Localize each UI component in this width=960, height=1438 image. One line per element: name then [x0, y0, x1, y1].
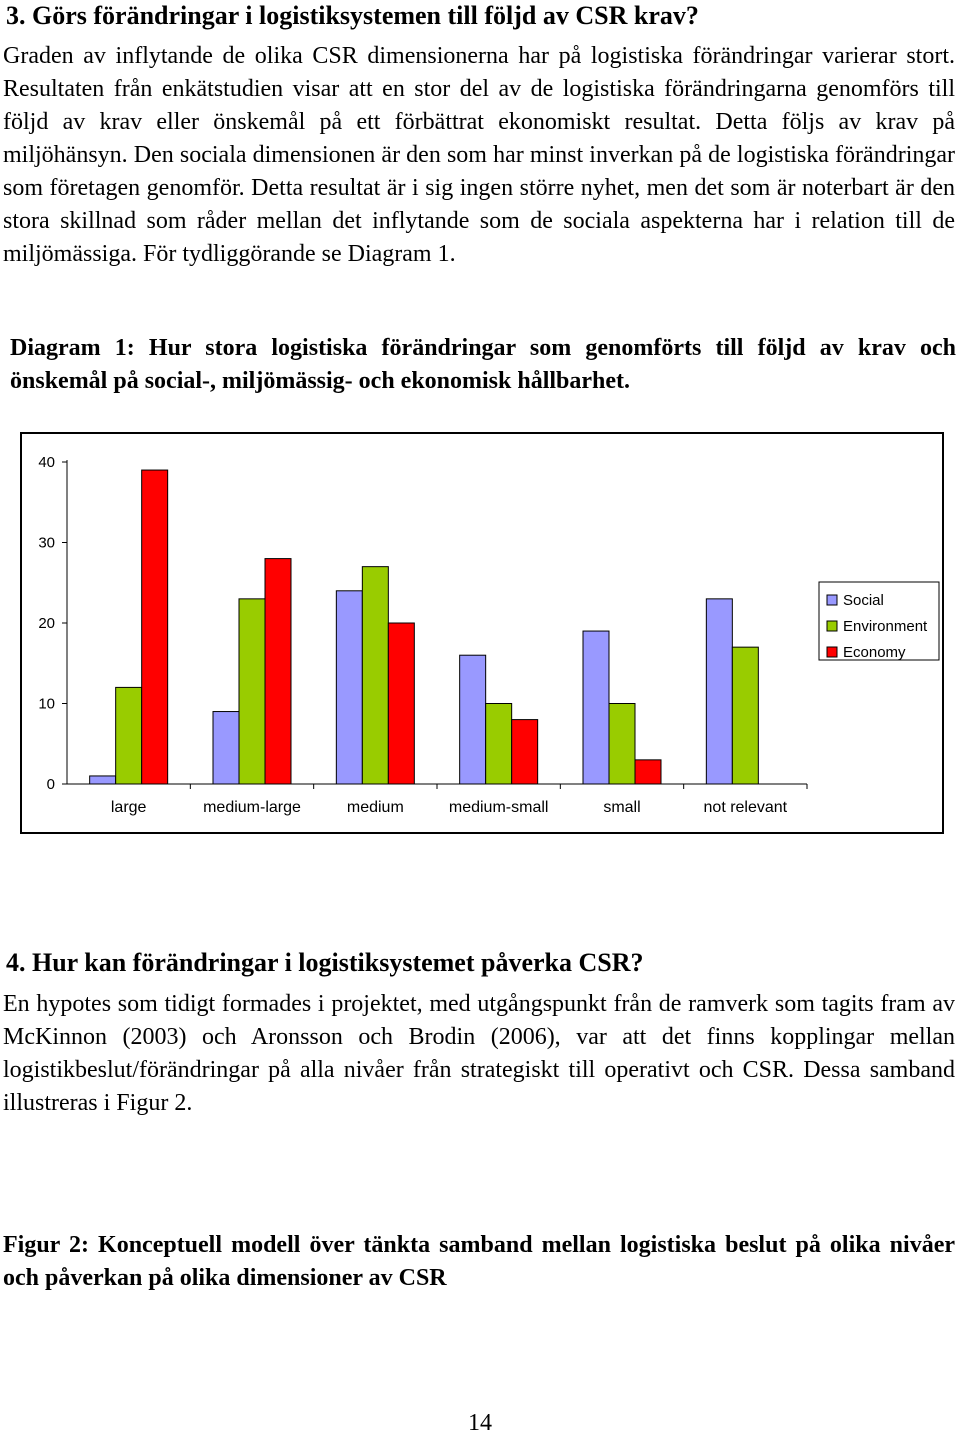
section-3-heading: 3. Görs förändringar i logistiksystemen till följd av CSR krav?: [6, 1, 699, 30]
bar-social-medium: [336, 591, 362, 784]
section-4-heading: 4. Hur kan förändringar i logistiksystemet påverka CSR?: [6, 948, 644, 977]
y-tick-label: 0: [46, 776, 55, 793]
y-tick-label: 10: [38, 695, 55, 713]
legend-label-social: Social: [843, 592, 884, 609]
section-3-paragraph: Graden av inflytande de olika CSR dimensionerna har på logistiska förändringar varierar stort. Resultaten från enkätstudien visar att en stor del av de logistiska förändringarna genomförs till följd av krav eller önskemål på ett förbättrat ekonomiskt resultat. Detta följs av krav på miljöhänsyn. Den sociala dimensionen är den som har minst inverkan på de logistiska förändringar som företagen genomför. Detta resultat är i sig ingen större nyhet, men det som är noterbart är den stora skillnad som råder mellan det inflytande som de sociala aspekterna har i relation till de miljömässiga. För tydliggörande se Diagram 1.: [3, 43, 955, 267]
chart-canvas: [22, 434, 942, 832]
bar-environment-medium: [362, 567, 388, 784]
bar-environment-not-relevant: [732, 647, 758, 784]
diagram-1-chart: [20, 432, 944, 834]
bar-economy-medium-small: [512, 720, 538, 784]
x-tick-label: small: [603, 799, 641, 816]
legend-label-economy: Economy: [843, 644, 906, 661]
bar-economy-medium-large: [265, 559, 291, 784]
bar-environment-small: [609, 704, 635, 785]
legend-swatch-environment: [827, 621, 837, 631]
legend-label-environment: Environment: [843, 618, 928, 635]
legend-swatch-economy: [827, 647, 837, 657]
x-tick-label: medium-large: [203, 799, 301, 816]
x-tick-label: medium-small: [448, 799, 549, 816]
bar-social-small: [583, 631, 609, 784]
bar-social-large: [90, 776, 116, 784]
bar-environment-medium-large: [239, 599, 265, 784]
x-tick-label: not relevant: [703, 799, 788, 816]
bar-economy-small: [635, 760, 661, 784]
y-tick-label: 30: [38, 534, 55, 552]
y-tick-label: 20: [38, 615, 55, 632]
x-tick-label: large: [110, 799, 147, 816]
y-tick-label: 40: [38, 454, 55, 471]
section-4-paragraph: En hypotes som tidigt formades i projektet, med utgångspunkt från de ramverk som tagits fram av McKinnon (2003) och Aronsson och Brodin (2006), var att det finns kopplingar mellan logistikbeslut/förändringar på alla nivåer från strategiskt till operativt och CSR. Dessa samband illustreras i Figur 2.: [3, 991, 955, 1116]
diagram-1-caption: Diagram 1: Hur stora logistiska förändringar som genomförts till följd av krav och önskemål på social-, miljömässig- och ekonomisk hållbarhet.: [10, 335, 956, 394]
figure-2-caption: Figur 2: Konceptuell modell över tänkta samband mellan logistiska beslut på olika nivåer och påverkan på olika dimensioner av CSR: [3, 1232, 955, 1291]
bar-social-medium-small: [460, 655, 486, 784]
x-tick-label: medium: [346, 799, 404, 816]
legend-swatch-social: [827, 595, 837, 605]
bar-environment-medium-small: [486, 704, 512, 785]
bar-social-not-relevant: [706, 599, 732, 784]
bar-economy-large: [142, 470, 168, 784]
bar-environment-large: [116, 687, 142, 784]
bar-social-medium-large: [213, 712, 239, 784]
page-number: 14: [468, 1410, 492, 1436]
bar-economy-medium: [388, 623, 414, 784]
